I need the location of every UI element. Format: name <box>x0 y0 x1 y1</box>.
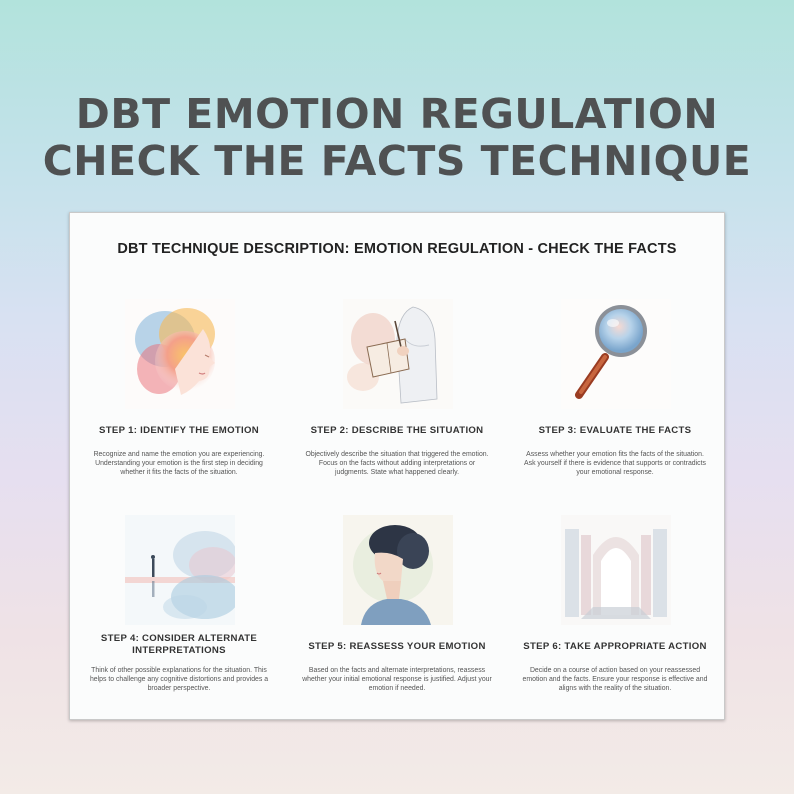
step-5-description: Based on the facts and alternate interpretations, reassess whether your initial emotional response is justified. Adjust your emotion if needed. <box>302 667 492 692</box>
step-6-description: Decide on a course of action based on your reassessed emotion and the facts. Ensure your response is effective and aligns with the reality of the situation. <box>522 667 708 692</box>
step-1-title: STEP 1: IDENTIFY THE EMOTION <box>99 425 259 436</box>
headline-line-1: DBT EMOTION REGULATION <box>75 90 719 138</box>
step-3-description: Assess whether your emotion fits the facts of the situation. Ask yourself if there is evidence that supports or contradicts your emotional response. <box>524 451 706 476</box>
step-6-title: STEP 6: TAKE APPROPRIATE ACTION <box>523 641 707 652</box>
technique-card <box>69 212 725 720</box>
step-4-title: STEP 4: CONSIDER ALTERNATE INTERPRETATIONS <box>100 633 258 656</box>
step-5-title: STEP 5: REASSESS YOUR EMOTION <box>308 641 486 652</box>
figure-reflection-illustration <box>125 515 235 625</box>
headline-line-2: CHECK THE FACTS TECHNIQUE <box>42 137 752 185</box>
person-writing-illustration <box>343 299 453 409</box>
woman-portrait-illustration <box>343 515 453 625</box>
face-profile-illustration <box>125 299 235 409</box>
step-4-description: Think of other possible explanations for the situation. This helps to challenge any cognitive distortions and provides a broader perspective. <box>89 667 269 692</box>
step-3-title: STEP 3: EVALUATE THE FACTS <box>538 425 692 436</box>
step-1-description: Recognize and name the emotion you are experiencing. Understanding your emotion is the first step in deciding whether it fits the facts of the situation. <box>93 451 265 476</box>
step-2-title: STEP 2: DESCRIBE THE SITUATION <box>310 425 484 436</box>
step-2-description: Objectively describe the situation that triggered the emotion. Focus on the facts without adding interpretations or judgments. State what happened clearly. <box>305 451 489 476</box>
card-title: DBT TECHNIQUE DESCRIPTION: EMOTION REGULATION - CHECK THE FACTS <box>117 241 677 257</box>
magnifying-glass-illustration <box>561 299 671 409</box>
arched-doorway-illustration <box>561 515 671 625</box>
